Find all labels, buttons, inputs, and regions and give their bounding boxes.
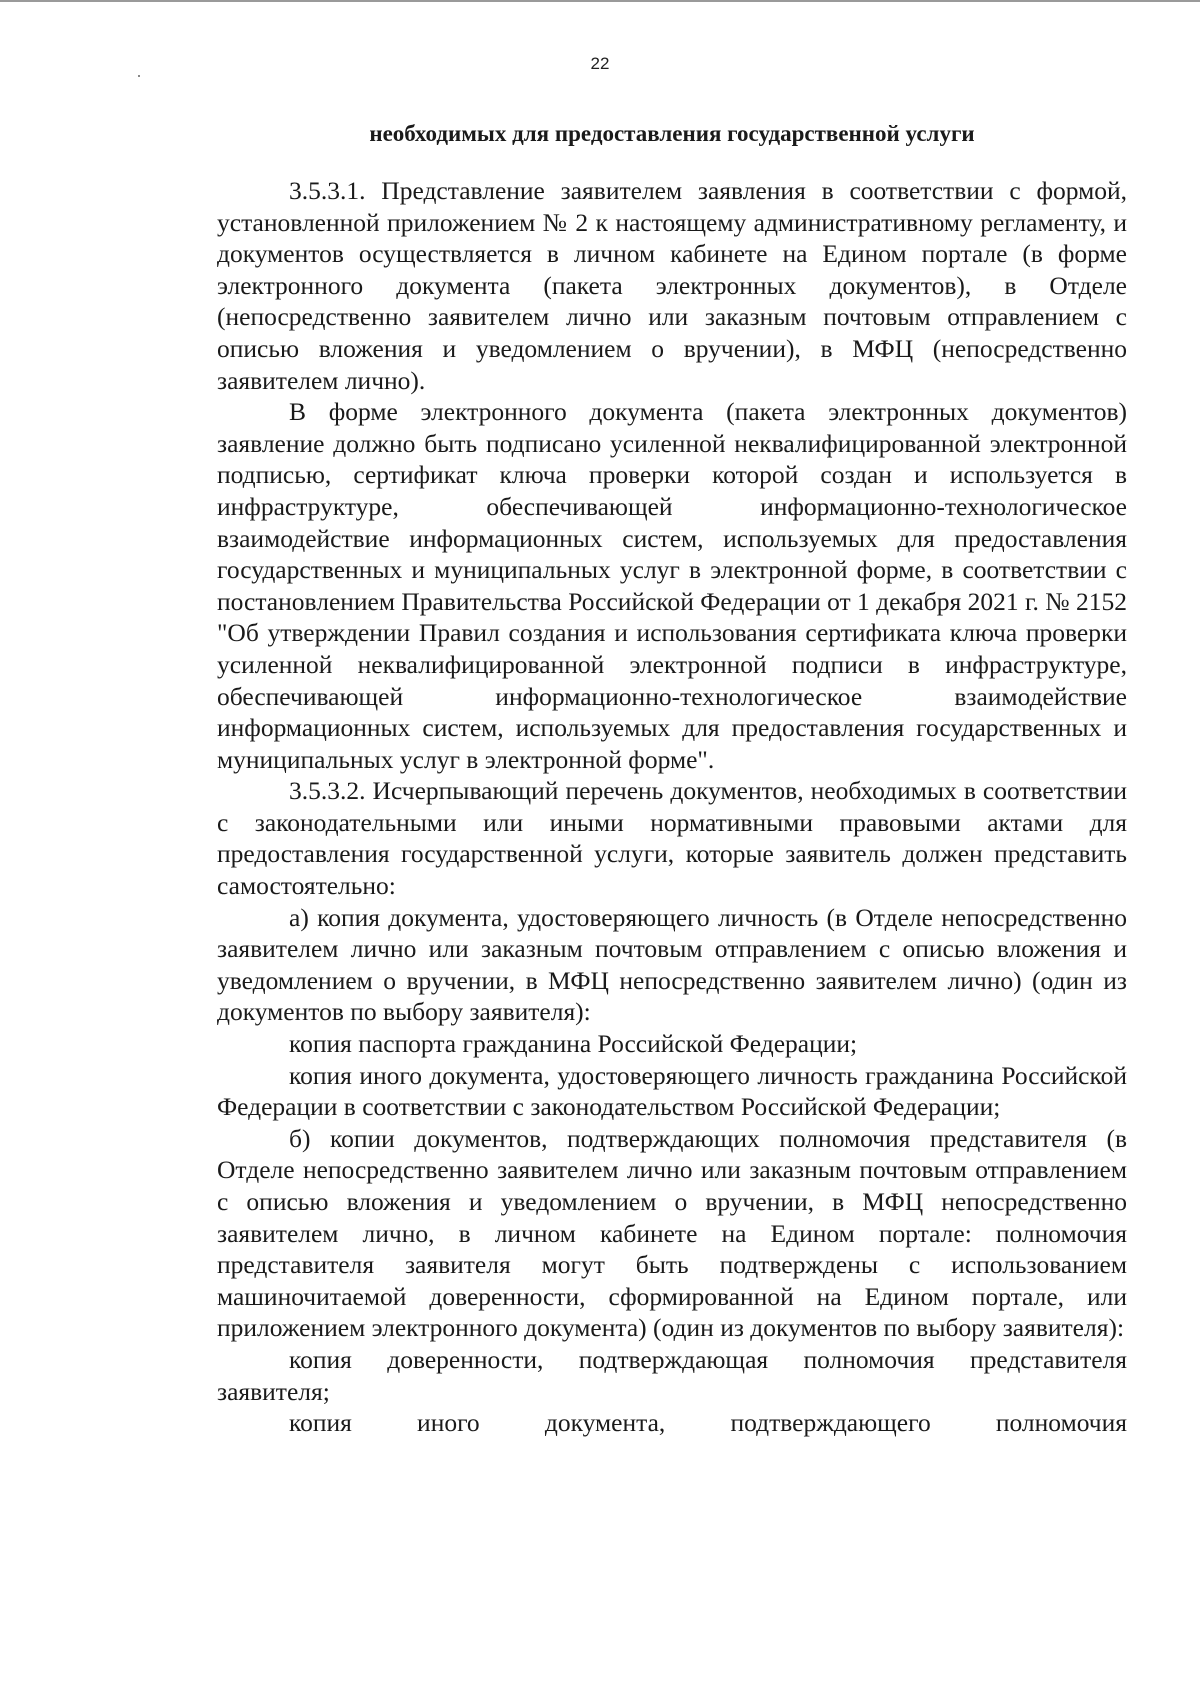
section-heading: необходимых для предоставления государственной услуги	[369, 121, 975, 146]
document-body	[217, 175, 1127, 1439]
page-number: 22	[590, 54, 610, 73]
scan-top-edge	[0, 0, 1200, 2]
paragraph-power-of-attorney-copy: копия доверенности, подтверждающая полномочия представителя заявителя;	[217, 1344, 1127, 1406]
paragraph-item-b: б) копии документов, подтверждающих полномочия представителя (в Отделе непосредственно заявителем лично или заказным почтовым отправлением с описью вложения и уведомлением о вручении, в МФЦ непосредственно заявителем лично, в личном кабинете на Едином портале: полномочия представителя заявителя могут быть подтверждены с использованием машиночитаемой доверенности, сформированной на Едином портале, или приложением электронного документа) (один из документов по выбору заявителя):	[217, 1123, 1127, 1343]
paragraph-electronic-form: В форме электронного документа (пакета электронных документов) заявление должно быть подписано усиленной неквалифицированной электронной подписью, сертификат ключа проверки которой создан и используется в инфраструктуре, обеспечивающей информационно-технологическое взаимодействие информационных систем, используемых для предоставления государственных и муниципальных услуг в электронной форме, в соответствии с постановлением Правительства Российской Федерации от 1 декабря 2021 г. № 2152 "Об утверждении Правил создания и использования сертификата ключа проверки усиленной неквалифицированной электронной подписи в инфраструктуре, обеспечивающей информационно-технологическое взаимодействие информационных систем, используемых для предоставления государственных и муниципальных услуг в электронной форме".	[217, 397, 1127, 774]
paragraph-other-identity-document: копия иного документа, удостоверяющего личность гражданина Российской Федерации в соответствии с законодательством Российской Федерации;	[217, 1060, 1127, 1122]
paragraph-3-5-3-1: 3.5.3.1. Представление заявителем заявления в соответствии с формой, установленной приложением № 2 к настоящему административному регламенту, и документов осуществляется в личном кабинете на Едином портале (в форме электронного документа (пакета электронных документов), в Отделе (непосредственно заявителем лично или заказным почтовым отправлением с описью вложения и уведомлением о вручении), в МФЦ (непосредственно заявителем лично).	[217, 176, 1127, 395]
paragraph-passport-copy: копия паспорта гражданина Российской Федерации;	[289, 1029, 858, 1059]
paragraph-3-5-3-2: 3.5.3.2. Исчерпывающий перечень документов, необходимых в соответствии с законодательными или иными нормативными правовыми актами для предоставления государственной услуги, которые заявитель должен представить самостоятельно:	[217, 776, 1127, 901]
paragraph-item-a: а) копия документа, удостоверяющего личность (в Отделе непосредственно заявителем лично или заказным почтовым отправлением с описью вложения и уведомлением о вручении, в МФЦ непосредственно заявителем лично) (один из документов по выбору заявителя):	[217, 902, 1127, 1027]
paragraph-other-authority-document: копия иного документа, подтверждающего полномочия	[289, 1408, 1127, 1438]
scan-speck	[138, 75, 140, 77]
